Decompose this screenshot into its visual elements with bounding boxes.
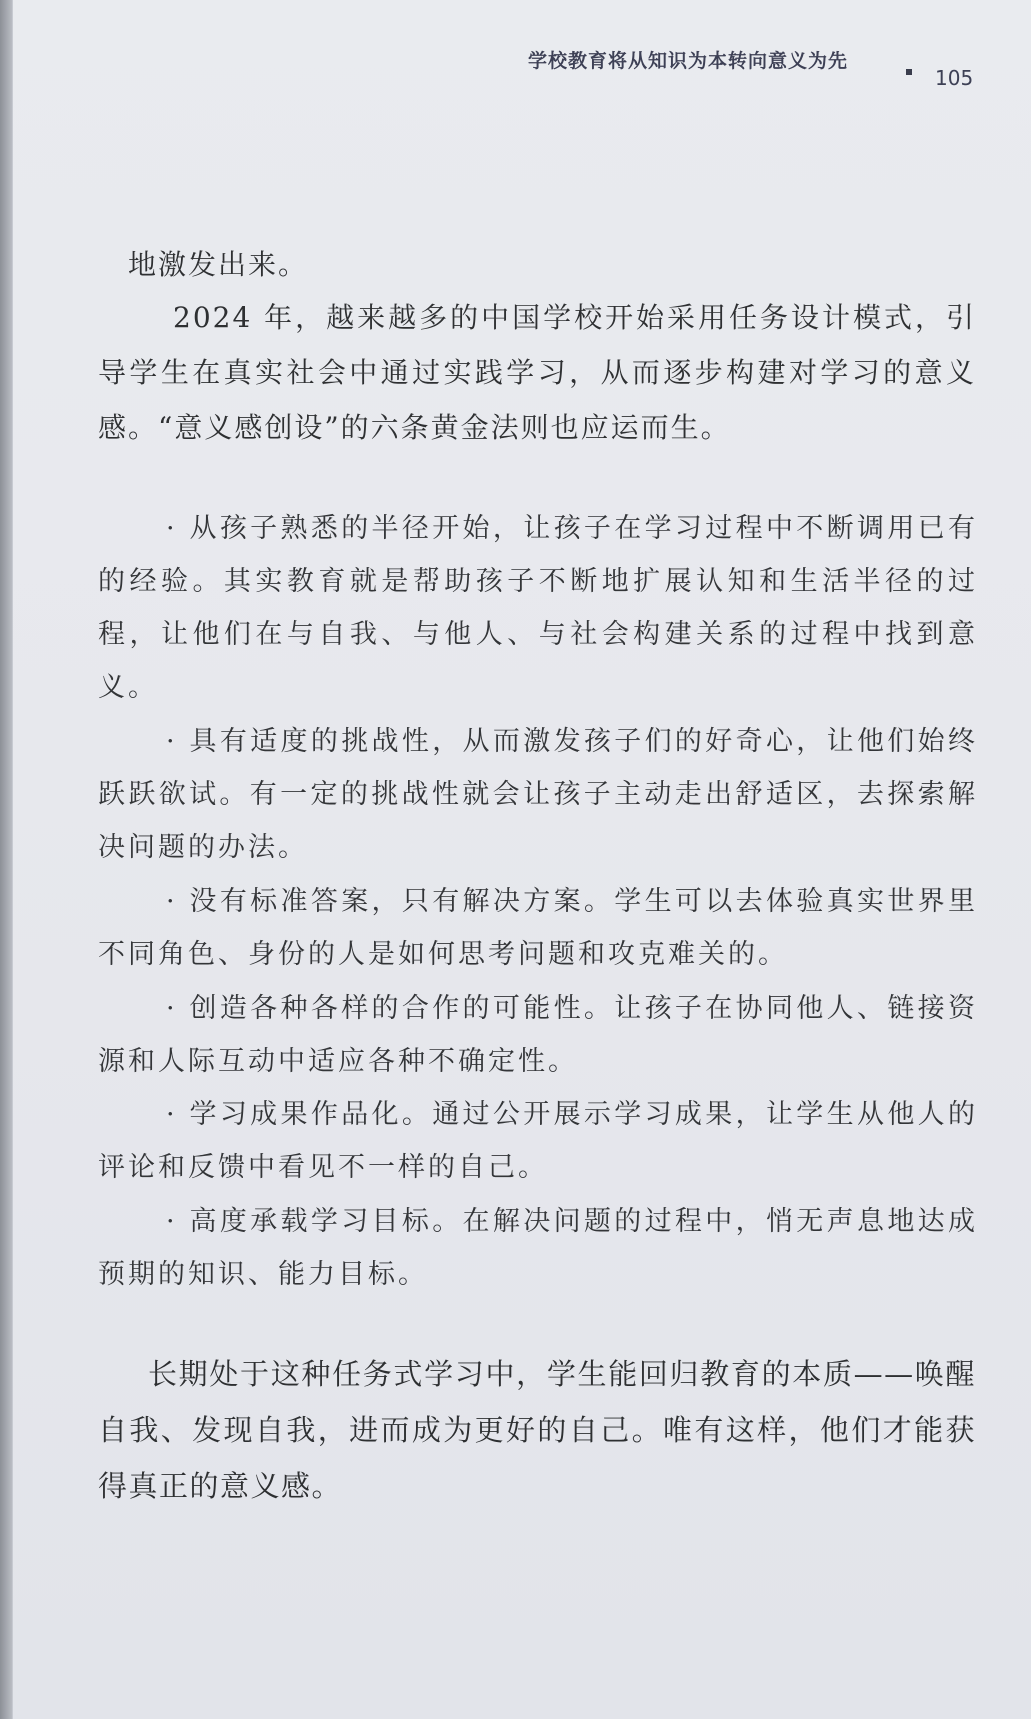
header-separator-square [906,69,912,75]
running-title: 学校教育将从知识为本转向意义为先 [528,50,849,72]
closing-paragraph: 长期处于这种任务式学习中，学生能回归教育的本质——唤醒自我、发现自我，进而成为更好的自己。唯有这样，他们才能获得真正的意义感。 [98,1357,976,1503]
intro-paragraph-continuation: 地激发出来。 [128,248,309,281]
page-header [13,44,1031,90]
rule-item: · 从孩子熟悉的半径开始，让孩子在学习过程中不断调用已有的经验。其实教育就是帮助孩子不断地扩展认知和生活半径的过程，让他们在与自我、与他人、与社会构建关系的过程中找到意义。 [98,513,978,703]
intro-paragraph: 2024 年，越来越多的中国学校开始采用任务设计模式，引导学生在真实社会中通过实践学习，从而逐步构建对学习的意义感。“意义感创设”的六条黄金法则也应运而生。 [98,301,976,444]
rule-item: · 具有适度的挑战性，从而激发孩子们的好奇心，让他们始终跃跃欲试。有一定的挑战性就会让孩子主动走出舒适区，去探索解决问题的办法。 [98,726,978,863]
rule-item: · 学习成果作品化。通过公开展示学习成果，让学生从他人的评论和反馈中看见不一样的自己。 [98,1099,978,1183]
rule-item: · 创造各种各样的合作的可能性。让孩子在协同他人、链接资源和人际互动中适应各种不确定性。 [98,993,978,1077]
rule-item: · 没有标准答案，只有解决方案。学生可以去体验真实世界里不同角色、身份的人是如何思考问题和攻克难关的。 [98,886,978,970]
book-page [12,0,1031,1719]
rule-item: · 高度承载学习目标。在解决问题的过程中，悄无声息地达成预期的知识、能力目标。 [98,1206,978,1290]
page-number: 105 [935,66,974,90]
